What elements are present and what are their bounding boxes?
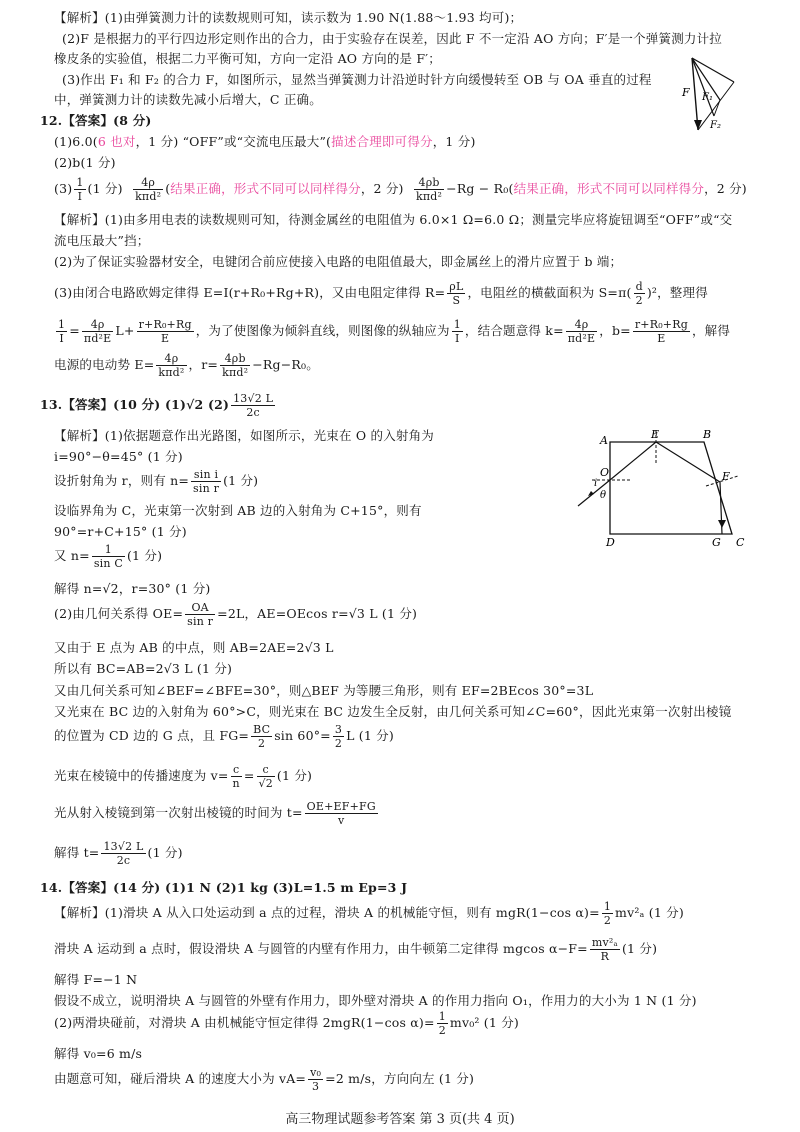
p12-sol4: (3)由闭合电路欧姆定律得 E=I(r+R₀+Rg+R)，又由电阻定律得 R= $\frac{\rho L}{S}$ ，电阻丝的横截面积为 S=π( $\frac{d}{2}$ )²，整理得 <box>54 280 708 307</box>
p13-sol16: 解得 t= $\frac{13√2 L}{2c}$ (1 分) <box>54 840 183 867</box>
p13-sol9: 又由于 E 点为 AB 的中点，则 AB=2AE=2√3 L <box>54 640 334 655</box>
p13-sol15: 光从射入棱镜到第一次射出棱镜的时间为 t= $\frac{OE+EF+FG}{v}$ <box>54 800 376 827</box>
p14-sol1: 【解析】(1)滑块 A 从入口处运动到 a 点的过程，滑块 A 的机械能守恒，则有 mgR(1−cos α)= $\frac{1}{2}$ mv²ₐ (1 分) <box>54 900 684 927</box>
p12-answer3: (3) $\frac{1}{I}$ (1 分) $\frac{4\rho}{\text{kπd²}}$ (结果正确，形式不同可以同样得分，2 分) $\frac{4\rho b}{\text{kπd²}}$ −Rg − R₀(结果正确，形式不同可以同样得分，2 分) <box>54 176 747 203</box>
p11-line4: (3)作出 F₁ 和 F₂ 的合力 F，如图所示，显然当弹簧测力计沿逆时针方向缓慢转至 OB 与 OA 垂直的过程 <box>62 72 652 87</box>
fig-label-F2: F₂ <box>710 120 721 131</box>
p14-sol6: 解得 v₀=6 m/s <box>54 1046 143 1061</box>
p12-answer2: (2)b(1 分) <box>54 155 116 170</box>
p12-sol1: 【解析】(1)由多用电表的读数规则可知，待测金属丝的电阻值为 6.0×1 Ω=6.0 Ω；测量完毕应将旋钮调至“OFF”或“交 <box>54 212 733 227</box>
fig-label-F1: F₁ <box>702 92 713 103</box>
force-diagram <box>676 52 756 134</box>
p13-sol5: 90°=r+C+15° (1 分) <box>54 524 187 539</box>
p13-sol13: 的位置为 CD 边的 G 点，且 FG= $\frac{BC}{2}$ sin 60°= $\frac{3}{2}$ L (1 分) <box>54 723 394 750</box>
fig-C: C <box>736 536 745 549</box>
page-footer: 高三物理试题参考答案 第 3 页(共 4 页) <box>285 1112 515 1127</box>
p11-line1: 【解析】(1)由弹簧测力计的读数规则可知，读示数为 1.90 N(1.88～1.93 均可)； <box>54 10 523 25</box>
p13-heading: 13.【答案】(10 分) (1)√2 (2) $\frac{13√2 L}{2c}$ <box>40 392 274 419</box>
p13-sol1: 【解析】(1)依据题意作出光路图，如图所示，光束在 O 的入射角为 <box>54 428 435 443</box>
p14-sol5: (2)两滑块碰前，对滑块 A 由机械能守恒定律得 2mgR(1−cos α)= $\frac{1}{2}$ mv₀² (1 分) <box>54 1010 519 1037</box>
p13-sol3: 设折射角为 r，则有 n= $\frac{\text{sin i}}{\text{sin r}}$ (1 分) <box>54 468 259 495</box>
fig-E: E <box>651 428 660 441</box>
fig-O: O <box>600 466 610 479</box>
p11-line5: 中，弹簧测力计的读数先减小后增大，C 正确。 <box>54 92 322 107</box>
p11-line3: 橡皮条的实验值，根据二力平衡可知，方向一定沿 AO 方向的是 F′； <box>54 51 442 66</box>
p13-sol6: 又 n= $\frac{1}{\text{sin C}}$ (1 分) <box>54 543 163 570</box>
p12-answer1: (1)6.0(6 也对，1 分) “OFF”或“交流电压最大”(描述合理即可得分，1 分) <box>54 134 476 149</box>
p13-sol8: (2)由几何关系得 OE= $\frac{OA}{\text{sin r}}$ =2L，AE=OEcos r=√3 L (1 分) <box>54 601 418 628</box>
fig-F: F <box>722 470 730 483</box>
p14-sol4: 假设不成立，说明滑块 A 与圆管的外壁有作用力，即外壁对滑块 A 的作用力指向 O₁，作用力的大小为 1 N (1 分) <box>54 993 697 1008</box>
fig-theta: θ <box>600 490 607 501</box>
fig-G: G <box>712 536 721 549</box>
p12-heading: 12.【答案】(8 分) <box>40 113 152 128</box>
p14-sol3: 解得 F=−1 N <box>54 972 138 987</box>
p12-sol2: 流电压最大”挡； <box>54 233 150 248</box>
p13-sol14: 光束在棱镜中的传播速度为 v= $\frac{c}{n}$ = $\frac{c}{√2}$ (1 分) <box>54 763 313 790</box>
p13-sol4: 设临界角为 C，光束第一次射到 AB 边的入射角为 C+15°，则有 <box>54 503 422 518</box>
fig-D: D <box>606 536 615 549</box>
prism-diagram <box>572 424 772 550</box>
p13-sol10: 所以有 BC=AB=2√3 L (1 分) <box>54 661 233 676</box>
p13-sol7: 解得 n=√2，r=30° (1 分) <box>54 581 211 596</box>
p14-sol7: 由题意可知，碰后滑块 A 的速度大小为 vA= $\frac{\text{v₀}}{3}$ =2 m/s，方向向左 (1 分) <box>54 1066 475 1093</box>
p13-sol12: 又光束在 BC 边的入射角为 60°>C，则光束在 BC 边发生全反射，由几何关系可知∠C=60°，因此光束第一次射出棱镜 <box>54 704 732 719</box>
p13-sol11: 又由几何关系可知∠BEF=∠BFE=30°，则△BEF 为等腰三角形，则有 EF=2BEcos 30°=3L <box>54 683 594 698</box>
p14-heading: 14.【答案】(14 分) (1)1 N (2)1 kg (3)L=1.5 m Ep=3 J <box>40 880 408 895</box>
fig-A: A <box>600 434 608 447</box>
p12-sol5: $\frac{1}{I}$ = $\frac{4\rho}{\text{πd²E}}$ L+ $\frac{\text{r+R₀+Rg}}{E}$ ，为了使图像为倾斜直线，则图像的纵轴应为 $\frac{1}{I}$ ，结合题意得 k= $\frac{4\rho}{\text{πd²E}}$ ，b= $\frac{\text{r+R₀+Rg}}{E}$ ，解得 <box>58 318 731 345</box>
p14-sol2: 滑块 A 运动到 a 点时，假设滑块 A 与圆管的内壁有作用力，由牛顿第二定律得 mgcos α−F= $\frac{\text{mv²ₐ}}{R}$ (1 分) <box>54 936 658 963</box>
fig-B: B <box>703 428 712 441</box>
fig-label-F: F <box>682 86 690 99</box>
p13-sol2: i=90°−θ=45° (1 分) <box>54 449 183 464</box>
p12-sol3: (2)为了保证实验器材安全，电键闭合前应使接入电路的电阻值最大，即金属丝上的滑片应置于 b 端； <box>54 254 623 269</box>
p11-line2: (2)F 是根据力的平行四边形定则作出的合力，由于实验存在误差，因此 F 不一定沿 AO 方向；F′是一个弹簧测力计拉 <box>62 31 723 46</box>
fig-i: i <box>594 478 598 489</box>
p12-sol6: 电源的电动势 E= $\frac{4\rho}{\text{kπd²}}$ ，r= $\frac{4\rho b}{\text{kπd²}}$ −Rg−R₀。 <box>54 352 319 379</box>
